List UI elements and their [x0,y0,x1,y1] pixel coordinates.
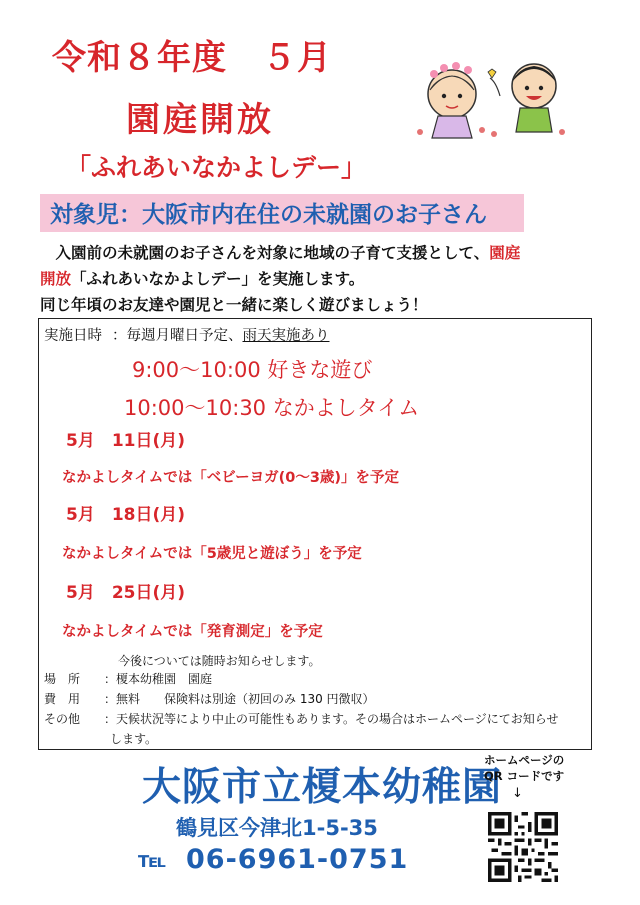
phone-number: 06-6961-0751 [186,844,409,875]
fee-label: 費 用 [44,692,81,706]
page-title: 令和８年度 ５月 [52,38,332,78]
qr-label: ホームページの [484,753,565,767]
page-subtitle: 園庭開放 [126,100,274,140]
intro-text: 入園前の未就園のお子さんを対象に地域の子育て支援として、 [40,244,490,262]
fee-value: ：無料 保険料は別途（初回のみ 130 円徴収） [104,692,375,706]
other-value-continued: します。 [110,732,158,746]
intro-line-3: 同じ年頃のお友達や園児と一緒に楽しく遊びましょう！ [40,296,428,314]
event-note: なかよしタイムでは「発育測定」を予定 [62,624,323,640]
intro-line-2 [40,267,364,289]
rain-note: 雨天実施あり [242,328,330,344]
time-slot-free-play: 9:00～10:00 好きな遊び [132,358,373,382]
school-name: 大阪市立榎本幼稚園 [142,765,503,810]
intro-text: 「ふれあいなかよしデー」を実施します。 [71,270,365,288]
place-label: 場 所 [44,672,81,686]
intro-highlight: 園庭 [489,244,521,262]
schedule-value [112,324,330,345]
target-audience: 対象児：大阪市内在住の未就園のお子さん [50,202,487,228]
qr-label: QR コードです [484,769,565,783]
event-date: 5月 18日(月) [66,505,186,525]
event-note: なかよしタイムでは「5歳児と遊ぼう」を予定 [62,546,362,562]
place-value: ：榎本幼稚園 園庭 [104,672,213,686]
intro-line-1 [40,241,520,263]
intro-highlight: 開放 [40,270,72,288]
other-label: その他 [44,712,81,726]
event-date: 5月 11日(月) [66,431,186,451]
future-note: 今後については随時お知らせします。 [118,654,321,668]
schedule-label: 実施日時 [44,328,102,344]
event-name: 「ふれあいなかよしデー」 [66,153,367,182]
other-value: ：天候状況等により中止の可能性もあります。その場合はホームページにてお知らせ [104,712,559,726]
down-arrow-icon: ↓ [512,786,523,801]
qr-code[interactable] [488,812,558,882]
event-date: 5月 25日(月) [66,583,186,603]
event-note: なかよしタイムでは「ベビーヨガ(0～3歳)」を予定 [62,470,400,486]
children-illustration [412,52,572,142]
time-slot-nakayoshi: 10:00～10:30 なかよしタイム [124,396,420,420]
school-address: 鶴見区今津北1-5-35 [176,816,378,840]
phone-icon: ℡ [138,848,167,873]
schedule-days: ：毎週月曜日予定、 [112,328,243,344]
